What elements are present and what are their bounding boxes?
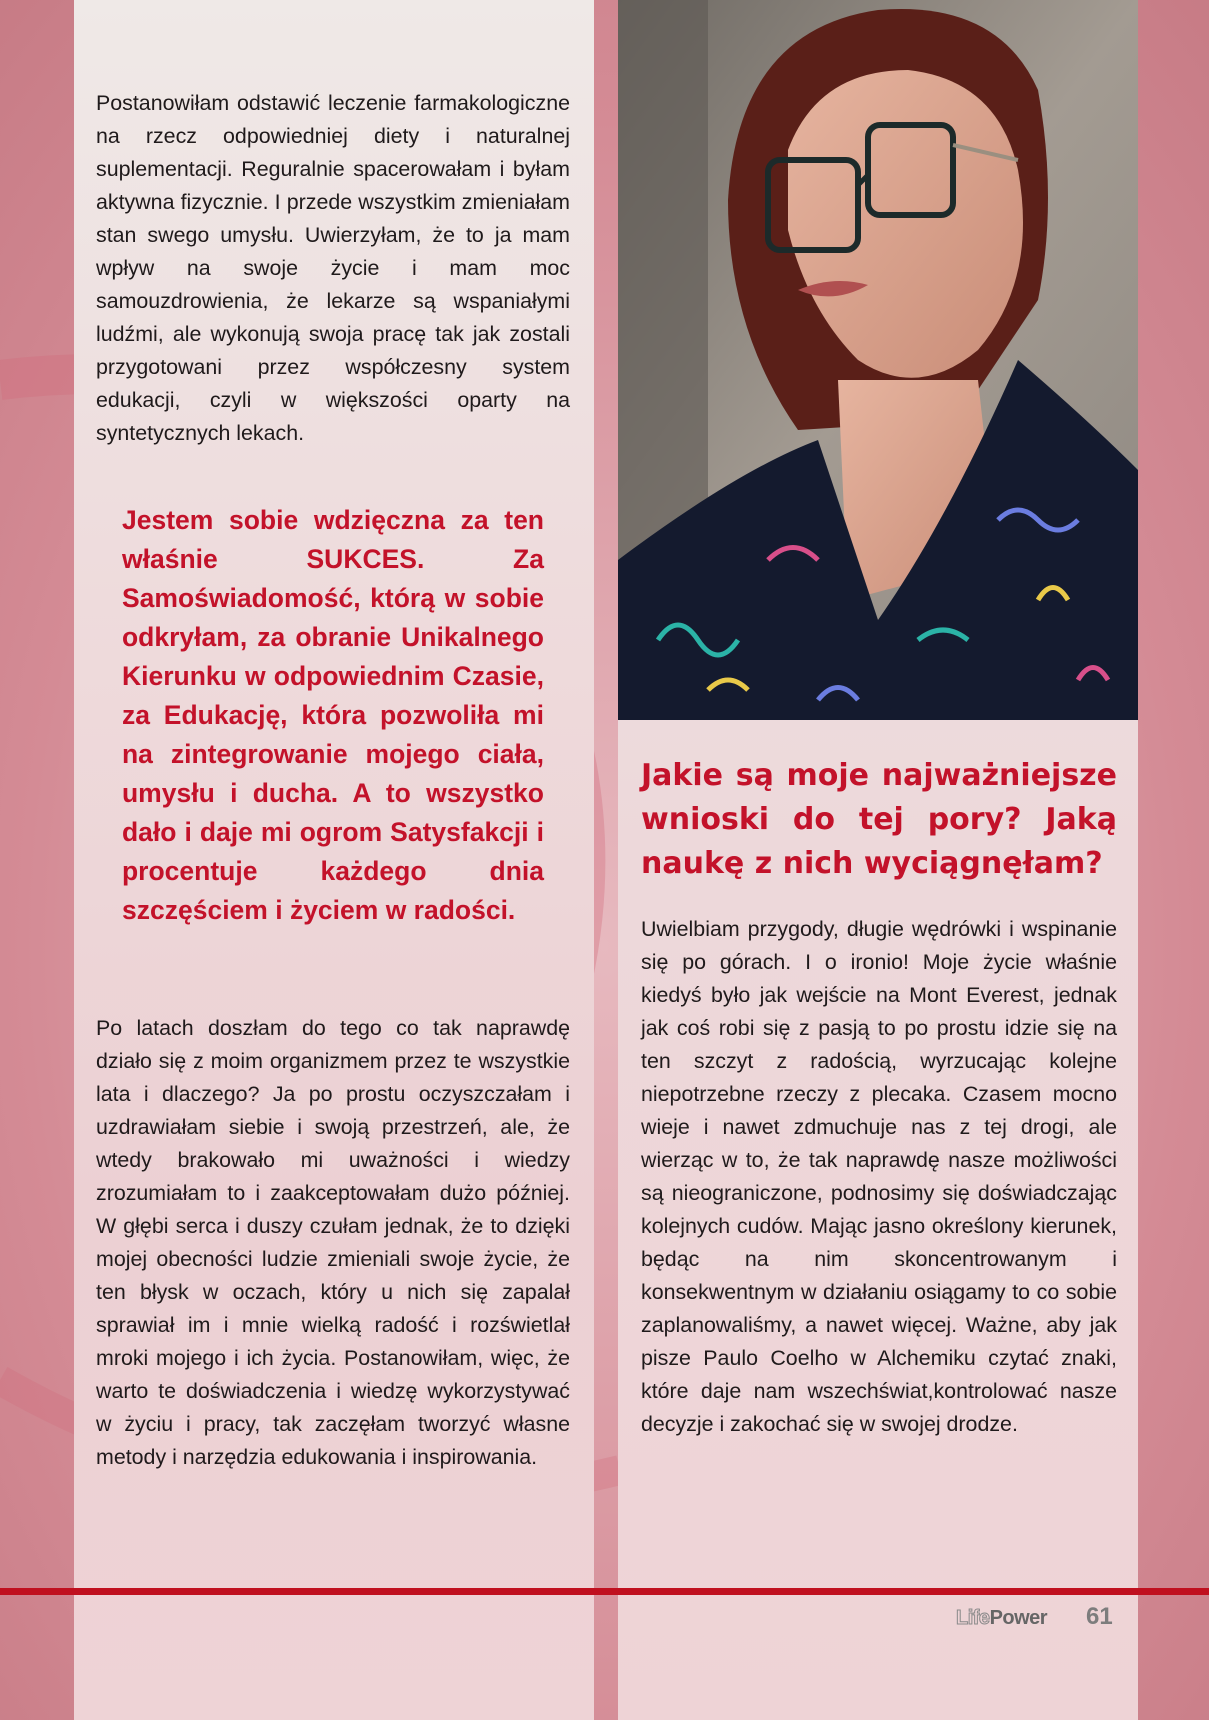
section-heading: Jakie są moje najważniejsze wnioski do tej pory? Jaką naukę z nich wyciągnęłam? — [641, 758, 1117, 881]
paragraph-bottom-left: Po latach doszłam do tego co tak naprawdę działo się z moim organizmem przez te wszystkie lata i dlaczego? Ja po prostu oczyszczałam i uzdrawiałam siebie i swoją przestrzeń, ale, że wtedy brakowało mi uważności i wiedzy zrozumiałam to i zaakceptowałam dużo później. W głębi serca i duszy czułam jednak, że to dzięki mojej obecności ludzie zmieniali swoje życie, że ten błysk w oczach, który u nich się zapalał sprawiał im i mnie wielką radość i rozświetlał mroki mojego i ich życia. Postanowiłam, więc, że warto te doświadczenia i wiedzę wykorzystywać w życiu i pracy, tak zaczęłam tworzyć własne metody i narzędzia edukowania i inspirowania. — [96, 1016, 570, 1469]
logo-power: Power — [989, 1607, 1048, 1629]
paragraph-top: Postanowiłam odstawić leczenie farmakologiczne na rzecz odpowiedniej diety i naturalnej suplementacji. Reguralnie spacerowałam i byłam aktywna fizycznie. I przede wszystkim zmieniałam stan swego umysłu. Uwierzyłam, że to ja mam wpływ na swoje życie i mam moc samouzdrowienia, że lekarze są wspaniałymi ludźmi, ale wykonują swoja pracę tak jak zostali przygotowani przez współczesny system edukacji, czyli w większości oparty na syntetycznych lekach. — [96, 91, 570, 445]
portrait-photo — [618, 0, 1138, 720]
footer-rule — [0, 1588, 1209, 1595]
paragraph-right: Uwielbiam przygody, długie wędrówki i wspinanie się po górach. I o ironio! Moje życie właśnie kiedyś było jak wejście na Mont Everest, jednak jak coś robi się z pasją to po prostu idzie się na ten szczyt z radością, wyrzucając kolejne niepotrzebne rzeczy z plecaka. Czasem mocno wieje i nawet zdmuchuje nas z tej drogi, ale wierząc w to, że tak naprawdę nasze możliwości są nieograniczone, podnosimy się doświadczając kolejnych cudów. Mając jasno określony kierunek, będąc na nim skoncentrowanym i konsekwentnym w działaniu osiągamy to co sobie zaplanowaliśmy, a nawet więcej. Ważne, aby jak pisze Paulo Coelho w Alchemiku czytać znaki, które daje nam wszechświat,kontrolować nasze decyzje i zakochać się w swojej drodze. — [641, 917, 1117, 1436]
page-number: 61 — [1086, 1603, 1113, 1630]
logo-life: Life — [956, 1607, 990, 1629]
magazine-logo — [956, 1607, 1047, 1630]
pull-quote: Jestem sobie wdzięczna za ten właśnie SUKCES. Za Samoświadomość, którą w sobie odkryłam, za obranie Unikalnego Kierunku w odpowiednim Czasie, za Edukację, która pozwoliła mi na zintegrowanie mojego ciała, umysłu i ducha. A to wszystko dało i daje mi ogrom Satysfakcji i procentuje każdego dnia szczęściem i życiem w radości. — [122, 505, 544, 925]
